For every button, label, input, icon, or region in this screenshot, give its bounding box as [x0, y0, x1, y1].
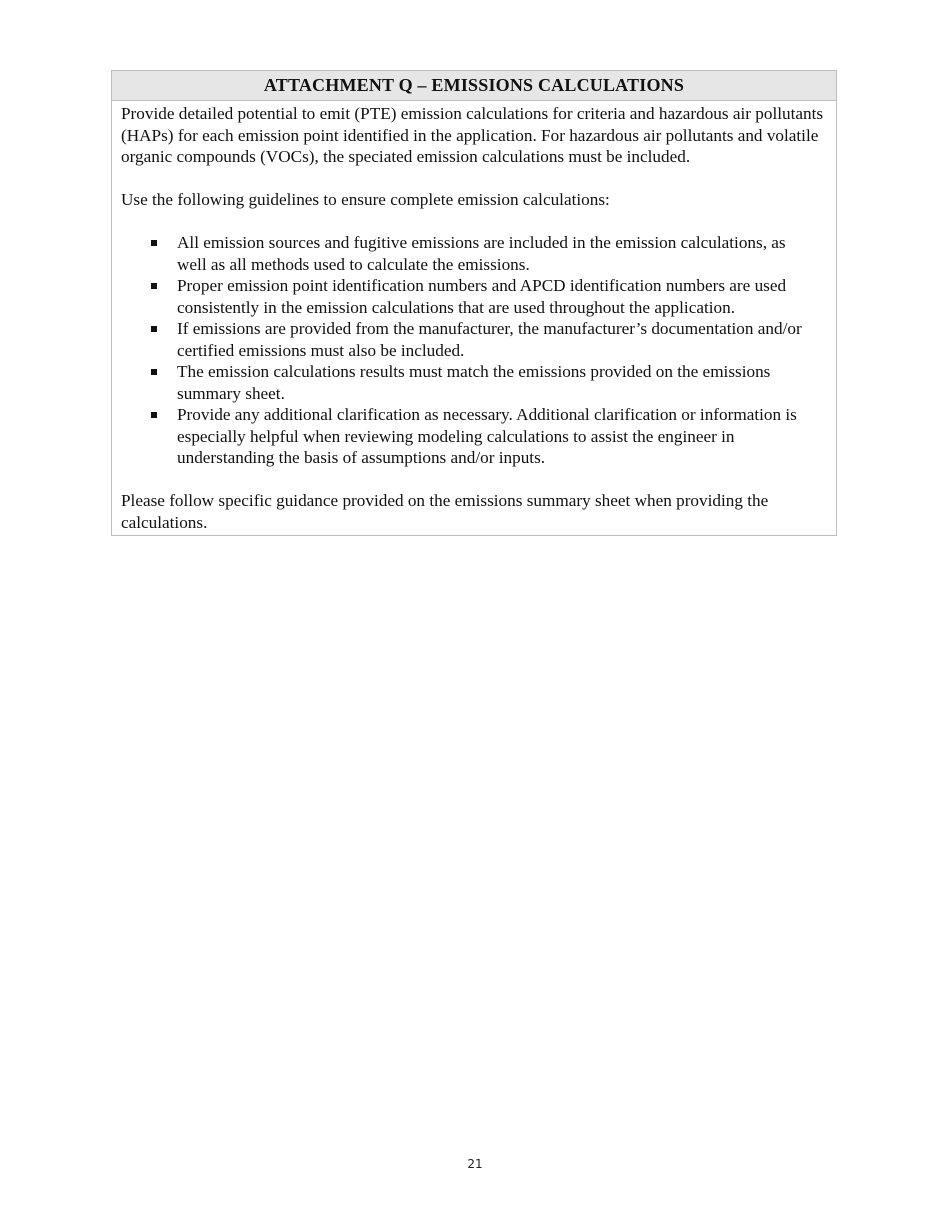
list-item-text: Proper emission point identification numbers and APCD identification numbers are used consistently in the emission calculations that are used throughout the application. [177, 276, 787, 317]
spacer [121, 469, 828, 491]
square-bullet-icon [151, 283, 157, 289]
list-item [121, 361, 828, 404]
list-item-text: The emission calculations results must match the emissions provided on the emissions summary sheet. [177, 362, 771, 403]
list-item [121, 232, 828, 275]
page-number: 21 [467, 1157, 483, 1171]
attachment-q-box [111, 70, 837, 536]
list-item-text: All emission sources and fugitive emissions are included in the emission calculations, as well as all methods used to calculate the emissions. [177, 233, 786, 274]
spacer [121, 168, 828, 190]
list-item [121, 318, 828, 361]
square-bullet-icon [151, 240, 157, 246]
spacer [121, 211, 828, 233]
guidelines-lead: Use the following guidelines to ensure complete emission calculations: [121, 190, 610, 209]
attachment-title: ATTACHMENT Q – EMISSIONS CALCULATIONS [112, 71, 836, 101]
list-item-text: If emissions are provided from the manufacturer, the manufacturer’s documentation and/or certified emissions must also be included. [177, 319, 802, 360]
list-item [121, 275, 828, 318]
square-bullet-icon [151, 369, 157, 375]
intro-paragraph: Provide detailed potential to emit (PTE) emission calculations for criteria and hazardous air pollutants (HAPs) for each emission point identified in the application. For hazardous air pollutants and volatile organic compounds (VOCs), the speciated emission calculations must be included. [121, 104, 824, 166]
attachment-body [112, 101, 836, 535]
closing-paragraph: Please follow specific guidance provided on the emissions summary sheet when providing the calculations. [121, 491, 769, 532]
guidelines-list [121, 232, 828, 469]
list-item [121, 404, 828, 469]
square-bullet-icon [151, 412, 157, 418]
list-item-text: Provide any additional clarification as necessary. Additional clarification or information is especially helpful when reviewing modeling calculations to assist the engineer in understanding the basis of assumptions and/or inputs. [177, 405, 797, 467]
square-bullet-icon [151, 326, 157, 332]
